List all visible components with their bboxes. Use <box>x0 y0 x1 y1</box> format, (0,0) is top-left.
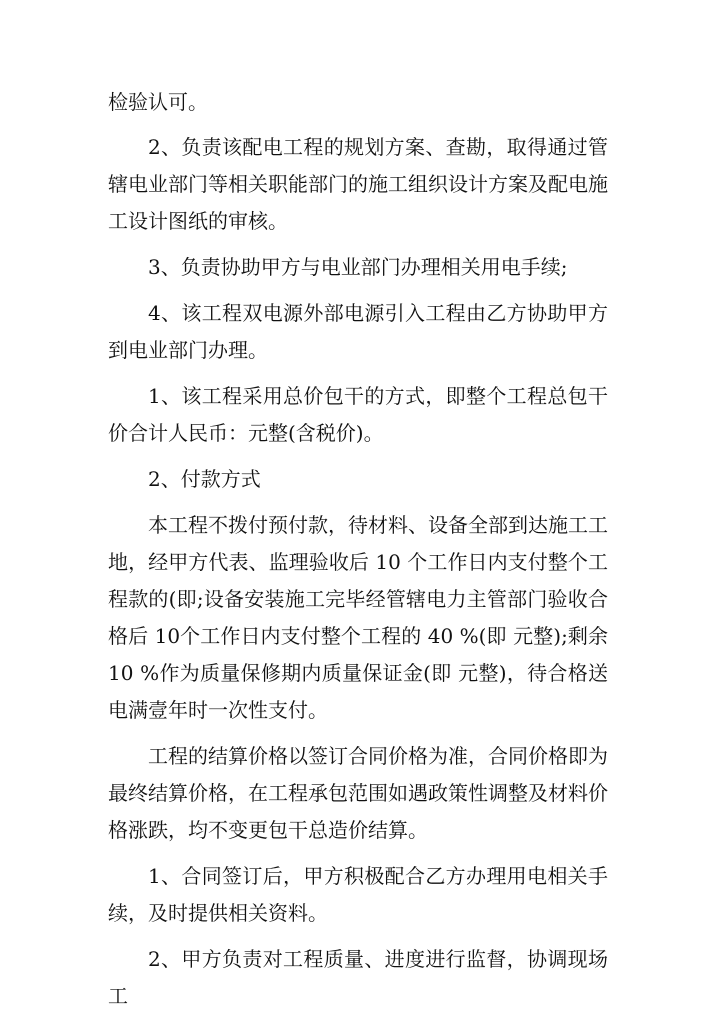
paragraph-item-2-planning: 2、负责该配电工程的规划方案、查勘，取得通过管辖电业部门等相关职能部门的施工组织设计方案及配电施工设计图纸的审核。 <box>108 135 608 233</box>
paragraph-approval-continuation: 检验认可。 <box>108 90 208 114</box>
paragraph-settlement-price: 工程的结算价格以签订合同价格为准，合同价格即为最终结算价格，在工程承包范围如遇政策性调整及材料价格涨跌，均不变更包干总造价结算。 <box>108 744 608 842</box>
paragraph-item-4-dual-power: 4、该工程双电源外部电源引入工程由乙方协助甲方到电业部门办理。 <box>108 301 608 362</box>
paragraph-item-2-party-a-supervision: 2、甲方负责对工程质量、进度进行监督，协调现场工 <box>108 947 608 1008</box>
paragraph-item-2-payment-method: 2、付款方式 <box>148 467 261 491</box>
paragraph-item-1-total-price: 1、该工程采用总价包干的方式，即整个工程总包干价合计人民币：元整(含税价)。 <box>108 384 608 445</box>
paragraph-item-1-party-a-cooperation: 1、合同签订后，甲方积极配合乙方办理用电相关手续，及时提供相关资料。 <box>108 864 608 925</box>
paragraph-payment-terms: 本工程不拨付预付款，待材料、设备全部到达施工工地，经甲方代表、监理验收后 10 个工作日内支付整个工程款的(即;设备安装施工完毕经管辖电力主管部门验收合格后 10个工作日内支付整个工程的 40 %(即 元整);剩余 10 %作为质量保修期内质量保证金(即 元整)，待合格送电满壹年时一次性支付。 <box>108 513 608 722</box>
document-body <box>108 84 608 1024</box>
paragraph-item-3-procedures: 3、负责协助甲方与电业部门办理相关用电手续; <box>148 255 568 279</box>
